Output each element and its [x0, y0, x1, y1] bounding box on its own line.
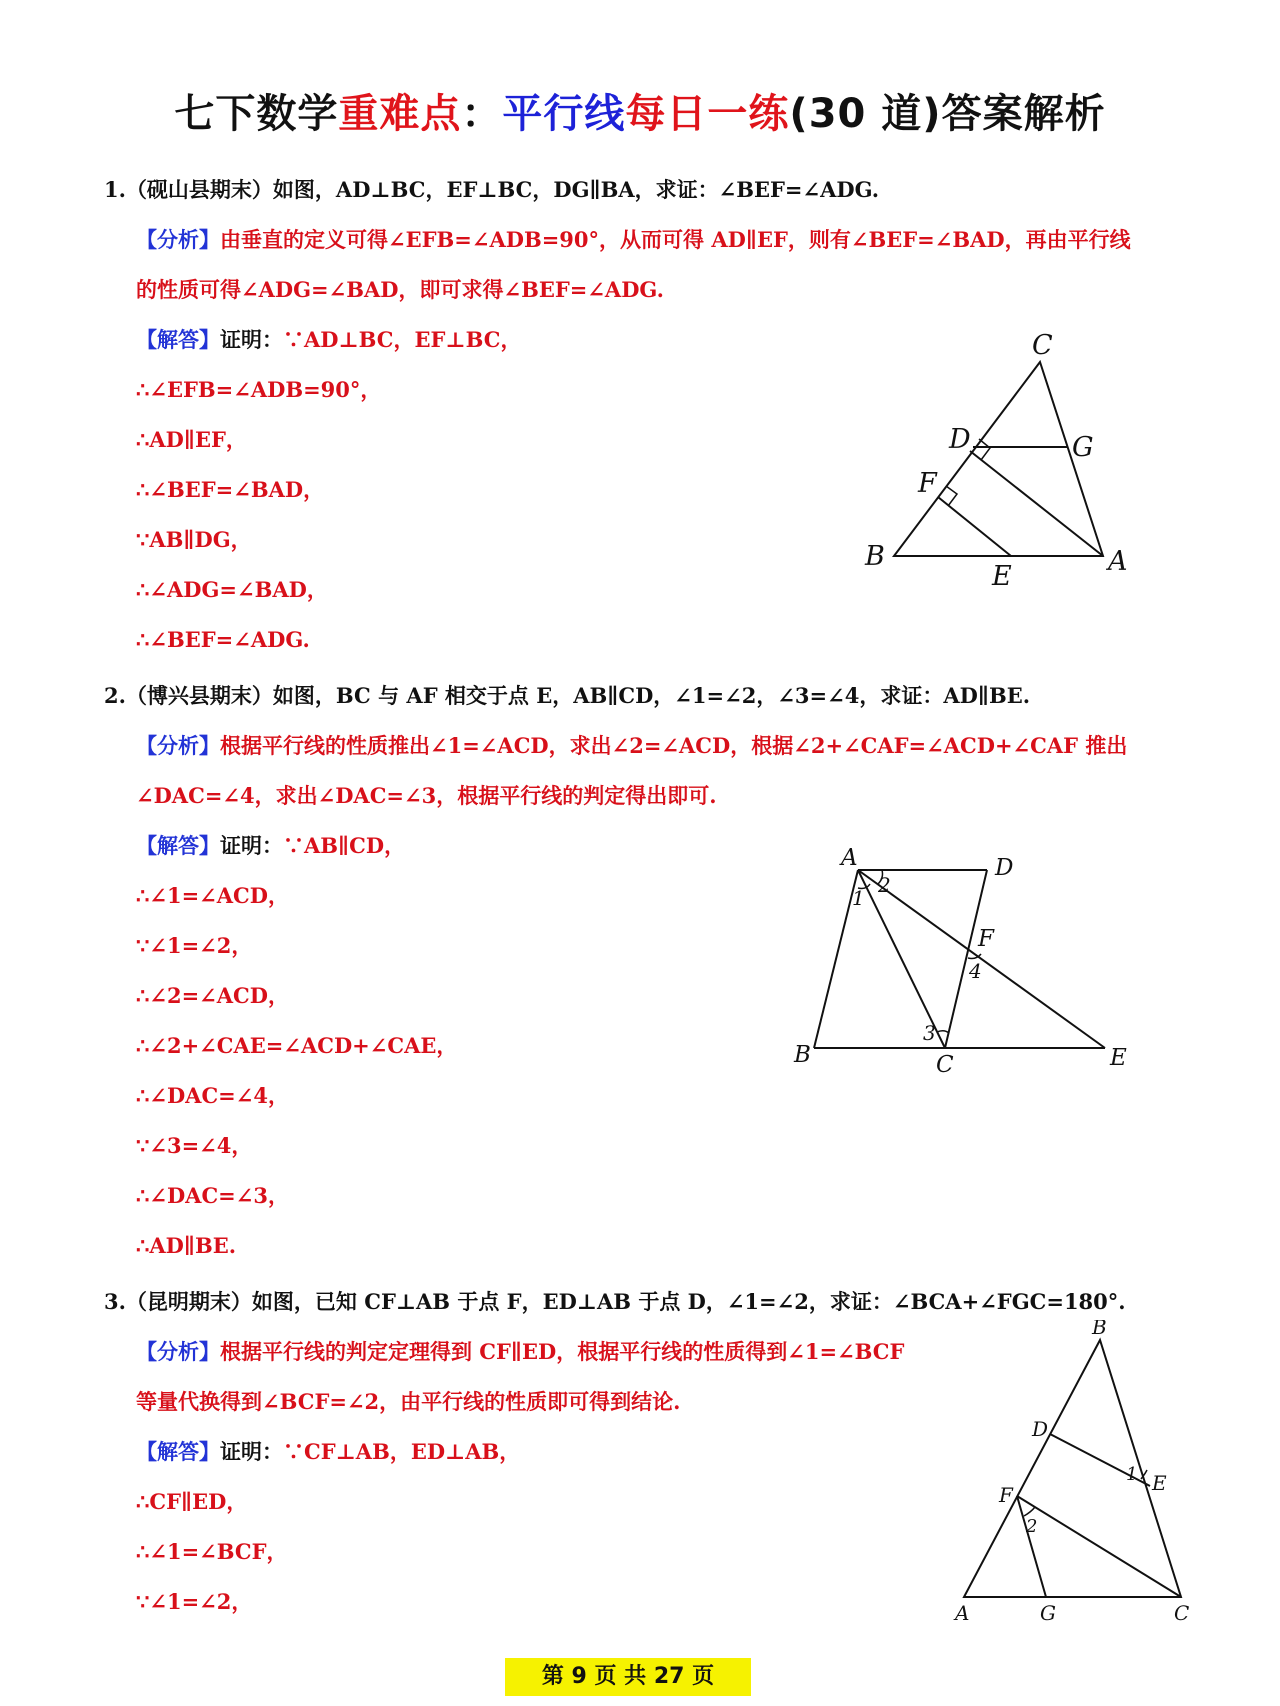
label-angle-4: 4 — [969, 959, 982, 983]
problem-1-analysis-line-1: 【分析】由垂直的定义可得∠EFB=∠ADB=90°，从而可得 AD∥EF，则有∠BEF=∠BAD，再由平行线 — [136, 227, 1131, 252]
title-part-3: ： — [461, 91, 503, 137]
problem-1-step: ∴∠ADG=∠BAD， — [136, 577, 328, 602]
label-e: E — [1152, 1471, 1167, 1495]
problem-1-step: ∴AD∥EF， — [136, 427, 247, 452]
triangle-abc — [964, 1340, 1181, 1597]
label-angle-3: 3 — [923, 1021, 936, 1045]
problem-2-step: ∴∠1=∠ACD， — [136, 883, 289, 908]
problem-1-analysis-line-2: 的性质可得∠ADG=∠BAD，即可求得∠BEF=∠ADG. — [136, 277, 664, 302]
problem-3-analysis-line-1: 【分析】根据平行线的判定定理得到 CF∥ED，根据平行线的性质得到∠1=∠BCF — [136, 1339, 905, 1364]
label-angle-2: 2 — [878, 873, 891, 897]
problem-2-step: ∴∠DAC=∠3， — [136, 1183, 289, 1208]
problem-2-step: ∵∠1=∠2， — [136, 933, 253, 958]
answer-tag: 【解答】 — [136, 327, 220, 352]
problem-2-statement: 2.（博兴县期末）如图，BC 与 AF 相交于点 E，AB∥CD，∠1=∠2，∠3=∠4，求证：AD∥BE. — [104, 683, 1031, 708]
label-g: G — [1072, 432, 1094, 463]
problem-2-step: ∴∠2+∠CAE=∠ACD+∠CAE， — [136, 1033, 458, 1058]
problem-1-step: ∴∠BEF=∠BAD， — [136, 477, 325, 502]
problem-1-statement: 1.（砚山县期末）如图，AD⊥BC，EF⊥BC，DG∥BA，求证：∠BEF=∠ADG. — [104, 177, 880, 202]
label-g: G — [1040, 1601, 1056, 1625]
title-part-4: 平行线 — [502, 91, 626, 137]
title-part-6: (30 道)答案解析 — [789, 91, 1106, 137]
problem-2-step: ∵∠3=∠4， — [136, 1133, 253, 1158]
problem-2-answer-start: 【解答】证明：∵AB∥CD， — [136, 833, 406, 858]
label-f: F — [918, 468, 937, 499]
label-e: E — [1110, 1045, 1127, 1071]
label-c: C — [1032, 330, 1053, 361]
figure-2-parallelogram — [780, 830, 1140, 1080]
title-part-5: 每日一练 — [625, 91, 790, 137]
problem-3-statement: 3.（昆明期末）如图，已知 CF⊥AB 于点 F，ED⊥AB 于点 D，∠1=∠2，求证：∠BCA+∠FGC=180°. — [104, 1289, 1126, 1314]
problem-2-step: ∴∠2=∠ACD， — [136, 983, 289, 1008]
figure-3-triangle — [940, 1320, 1190, 1630]
label-angle-2: 2 — [1026, 1516, 1038, 1537]
right-angle-f — [946, 486, 957, 506]
answer-tag: 【解答】 — [136, 833, 220, 858]
label-angle-1: 1 — [852, 886, 865, 910]
problem-2-analysis-line-2: ∠DAC=∠4，求出∠DAC=∠3，根据平行线的判定得出即可. — [136, 783, 717, 808]
label-a: A — [841, 845, 858, 871]
problem-1-step: ∴∠EFB=∠ADB=90°， — [136, 377, 382, 402]
label-d: D — [1032, 1417, 1049, 1441]
label-b: B — [794, 1042, 811, 1068]
problem-3-answer-start: 【解答】证明：∵CF⊥AB，ED⊥AB， — [136, 1439, 521, 1464]
problem-2-step: ∴∠DAC=∠4， — [136, 1083, 289, 1108]
label-a: A — [1108, 546, 1128, 577]
problem-2-step: ∴AD∥BE. — [136, 1233, 237, 1258]
page-title — [0, 82, 1280, 139]
title-part-1: 七下数学 — [174, 91, 339, 137]
page-number: 第 9 页 共 27 页 — [505, 1658, 751, 1696]
label-f: F — [999, 1483, 1013, 1507]
figure-1-triangle — [850, 320, 1140, 600]
label-d: D — [995, 855, 1014, 881]
problem-3-step: ∵∠1=∠2， — [136, 1589, 253, 1614]
label-f: F — [978, 926, 994, 952]
label-c: C — [1174, 1601, 1190, 1625]
problem-1-step: ∴∠BEF=∠ADG. — [136, 627, 310, 652]
problem-1-answer-start: 【解答】证明：∵AD⊥BC，EF⊥BC， — [136, 327, 522, 352]
answer-tag: 【解答】 — [136, 1439, 220, 1464]
problem-1-step: ∵AB∥DG， — [136, 527, 252, 552]
label-b: B — [865, 541, 885, 572]
problem-2-analysis-line-1: 【分析】根据平行线的性质推出∠1=∠ACD，求出∠2=∠ACD，根据∠2+∠CAF=∠ACD+∠CAF 推出 — [136, 733, 1128, 758]
label-c: C — [936, 1052, 954, 1078]
label-d: D — [949, 424, 971, 455]
problem-3-step: ∴∠1=∠BCF， — [136, 1539, 288, 1564]
label-e: E — [992, 561, 1012, 592]
label-b: B — [1092, 1320, 1107, 1339]
analysis-tag: 【分析】 — [136, 733, 220, 758]
label-a: A — [955, 1601, 970, 1625]
angle-3-arc — [937, 1031, 949, 1033]
problem-3-step: ∴CF∥ED， — [136, 1489, 248, 1514]
angle-2-arc — [1024, 1507, 1035, 1516]
analysis-tag: 【分析】 — [136, 227, 220, 252]
analysis-tag: 【分析】 — [136, 1339, 220, 1364]
title-part-2: 重难点 — [338, 91, 462, 137]
problem-3-analysis-line-2: 等量代换得到∠BCF=∠2，由平行线的性质即可得到结论. — [136, 1389, 681, 1414]
label-angle-1: 1 — [1126, 1464, 1138, 1485]
